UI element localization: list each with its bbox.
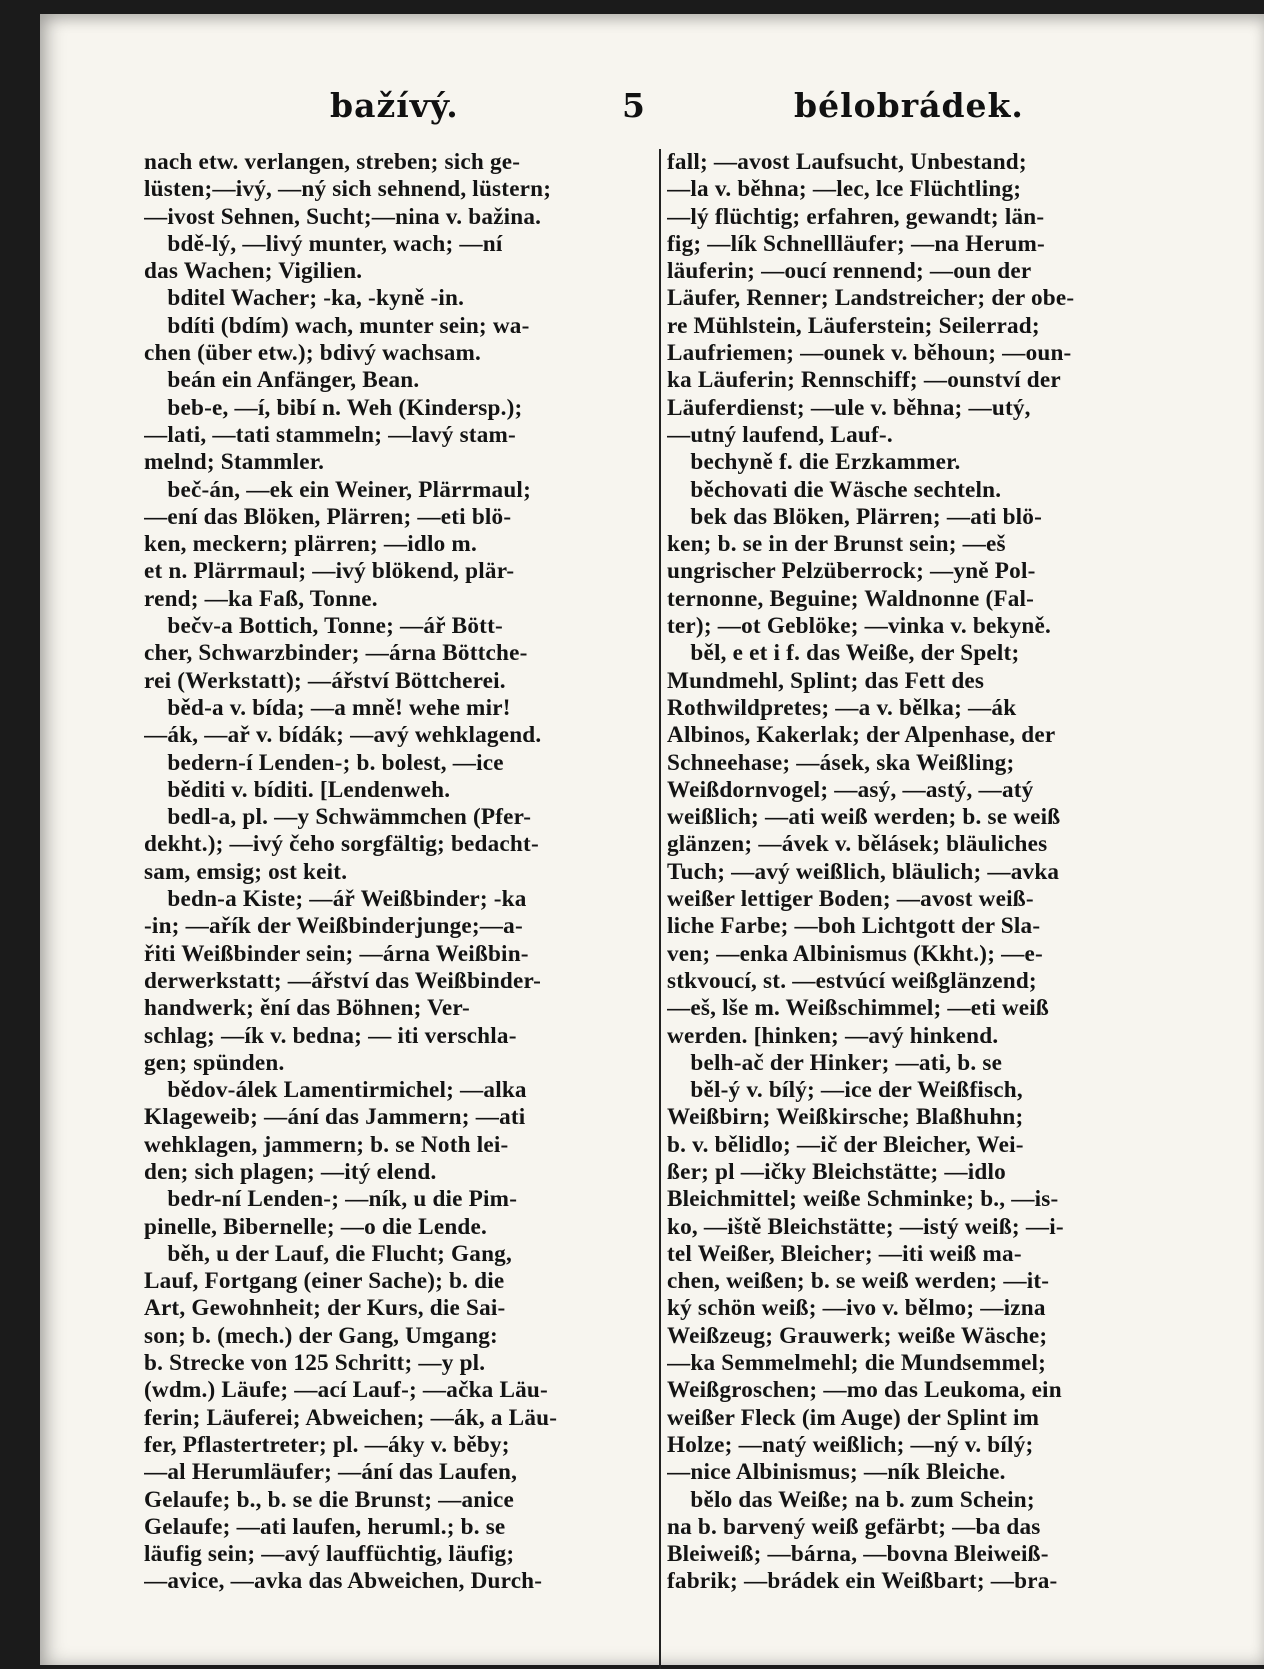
entry-line: Bleiweiß; —bárna, —bovna Bleiweiß- (667, 1541, 1049, 1568)
entry-line: re Mühlstein, Läuferstein; Seilerrad; (667, 312, 1040, 339)
entry-line: dekht.); —ivý čeho sorgfältig; bedacht- (144, 831, 539, 858)
entry-line: läuferin; —oucí rennend; —oun der (667, 258, 1032, 285)
entry-line: läufig sein; —avý lauffüchtig, läufig; (144, 1541, 515, 1568)
entry-line: weißlich; —ati weiß werden; b. se weiß (667, 804, 1061, 831)
entry-line: schlag; —ík v. bedna; — iti verschla- (144, 1022, 517, 1049)
entry-line: den; sich plagen; —itý elend. (144, 1158, 437, 1185)
entry-line: běditi v. bíditi. [Lendenweh. (144, 776, 451, 803)
entry-line: rei (Werkstatt); —ářství Böttcherei. (144, 667, 506, 694)
entry-line: stkvoucí, st. —estvúcí weißglänzend; (667, 967, 1037, 994)
entry-line: řiti Weißbinder sein; —árna Weißbin- (144, 940, 529, 967)
entry-line: fabrik; —brádek ein Weißbart; —bra- (667, 1568, 1058, 1595)
entry-line: bědov-álek Lamentirmichel; —alka (144, 1077, 527, 1104)
entry-line: bdě-lý, —livý munter, wach; —ní (144, 230, 503, 257)
entry-line: —utný laufend, Lauf-. (667, 421, 893, 448)
entry-line: handwerk; ění das Böhnen; Ver- (144, 995, 470, 1022)
right-running-headword: bélobrádek. (794, 86, 1024, 125)
entry-line: Laufriemen; —ounek v. běhoun; —oun- (667, 340, 1072, 367)
entry-line: Weißbirn; Weißkirsche; Blaßhuhn; (667, 1104, 1024, 1131)
entry-line: chen (über etw.); bdivý wachsam. (144, 340, 482, 367)
entry-line: ka Läuferin; Rennschiff; —ounství der (667, 367, 1061, 394)
entry-line: Läufer, Renner; Landstreicher; der obe- (667, 285, 1075, 312)
entry-line: bedn-a Kiste; —ář Weißbinder; -ka (144, 886, 527, 913)
entry-line: běl-ý v. bílý; —ice der Weißfisch, (667, 1077, 1023, 1104)
entry-line: —nice Albinismus; —ník Bleiche. (667, 1459, 1006, 1486)
entry-line: bedern-í Lenden-; b. bolest, —ice (144, 749, 504, 776)
entry-line: Weißgroschen; —mo das Leukoma, ein (667, 1377, 1062, 1404)
entry-line: Läuferdienst; —ule v. běhna; —utý, (667, 394, 1031, 421)
entry-line: Schneehase; —ásek, ska Weißling; (667, 749, 1015, 776)
entry-line: rend; —ka Faß, Tonne. (144, 585, 378, 612)
entry-line: fer, Pflastertreter; pl. —áky v. běby; (144, 1431, 510, 1458)
entry-line: weißer lettiger Boden; —avost weiß- (667, 886, 1034, 913)
entry-line: Mundmehl, Splint; das Fett des (667, 667, 985, 694)
entry-line: derwerkstatt; —ářství das Weißbinder- (144, 967, 542, 994)
entry-line: b. v. bělidlo; —ič der Bleicher, Wei- (667, 1131, 1024, 1158)
entry-line: —la v. běhna; —lec, lce Flüchtling; (667, 176, 1022, 203)
entry-line: bdíti (bdím) wach, munter sein; wa- (144, 312, 530, 339)
entry-line: gen; spünden. (144, 1049, 285, 1076)
entry-line: Rothwildpretes; —a v. bělka; —ák (667, 694, 1017, 721)
entry-line: pinelle, Bibernelle; —o die Lende. (144, 1213, 488, 1240)
entry-line: ven; —enka Albinismus (Kkht.); —e- (667, 940, 1043, 967)
entry-line: ter); —ot Geblöke; —vinka v. bekyně. (667, 613, 1051, 640)
entry-line: ko, —iště Bleichstätte; —istý weiß; —i- (667, 1213, 1064, 1240)
entry-line: Klageweib; —ání das Jammern; —ati (144, 1104, 526, 1131)
entry-line: beán ein Anfänger, Bean. (144, 367, 420, 394)
entry-line: son; b. (mech.) der Gang, Umgang: (144, 1322, 498, 1349)
entry-line: sam, emsig; ost keit. (144, 858, 348, 885)
entry-line: melnd; Stammler. (144, 449, 325, 476)
entry-line: Holze; —natý weißlich; —ný v. bílý; (667, 1431, 1034, 1458)
entry-line: werden. [hinken; —avý hinkend. (667, 1022, 999, 1049)
entry-line: běh, u der Lauf, die Flucht; Gang, (144, 1240, 512, 1267)
entry-line: —lati, —tati stammeln; —lavý stam- (144, 421, 516, 448)
entry-line: Weißdornvogel; —asý, —astý, —atý (667, 776, 1034, 803)
entry-line: tel Weißer, Bleicher; —iti weiß ma- (667, 1240, 1022, 1267)
entry-line: —lý flüchtig; erfahren, gewandt; län- (667, 203, 1045, 230)
entry-line: Lauf, Fortgang (einer Sache); b. die (144, 1268, 505, 1295)
page-header (40, 86, 1264, 136)
entry-line: fall; —avost Laufsucht, Unbestand; (667, 149, 1027, 175)
entry-line: -in; —ařík der Weißbinderjunge;—a- (144, 913, 523, 940)
entry-line: běchovati die Wäsche sechteln. (667, 476, 1002, 503)
entry-line: ken; b. se in der Brunst sein; —eš (667, 531, 1006, 558)
entry-line: —al Herumläufer; —ání das Laufen, (144, 1459, 518, 1486)
entry-line: bečv-a Bottich, Tonne; —ář Bött- (144, 613, 503, 640)
entry-line: —ka Semmelmehl; die Mundsemmel; (667, 1350, 1047, 1377)
entry-line: wehklagen, jammern; b. se Noth lei- (144, 1131, 509, 1158)
column-divider (659, 149, 661, 1669)
left-column (144, 149, 656, 1659)
entry-line: beb-e, —í, bibí n. Weh (Kindersp.); (144, 394, 523, 421)
right-column (667, 149, 1182, 1659)
entry-line: —eš, lše m. Weißschimmel; —eti weiß (667, 995, 1050, 1022)
entry-line: bedl-a, pl. —y Schwämmchen (Pfer- (144, 804, 532, 831)
left-running-headword: bažívý. (330, 86, 459, 125)
dictionary-page (40, 14, 1264, 1665)
entry-line: b. Strecke von 125 Schritt; —y pl. (144, 1350, 486, 1377)
entry-line: ungrischer Pelzüberrock; —yně Pol- (667, 558, 1036, 585)
entry-line: liche Farbe; —boh Lichtgott der Sla- (667, 913, 1041, 940)
entry-line: bedr-ní Lenden-; —ník, u die Pim- (144, 1186, 518, 1213)
entry-line: ternonne, Beguine; Waldnonne (Fal- (667, 585, 1035, 612)
entry-line: (wdm.) Läufe; —ací Lauf-; —ačka Läu- (144, 1377, 548, 1404)
entry-line: bek das Blöken, Plärren; —ati blö- (667, 503, 1043, 530)
entry-line: ßer; pl —ičky Bleichstätte; —idlo (667, 1158, 1006, 1185)
entry-line: —ák, —ař v. bídák; —avý wehklagend. (144, 722, 542, 749)
entry-line: beč-án, —ek ein Weiner, Plärrmaul; (144, 476, 531, 503)
entry-line: běd-a v. bída; —a mně! wehe mir! (144, 694, 511, 721)
entry-line: bělo das Weiße; na b. zum Schein; (667, 1486, 1035, 1513)
entry-line: cher, Schwarzbinder; —árna Böttche- (144, 640, 528, 667)
entry-line: belh-ač der Hinker; —ati, b. se (667, 1049, 1003, 1076)
entry-line: et n. Plärrmaul; —ivý blökend, plär- (144, 558, 515, 585)
entry-line: —ení das Blöken, Plärren; —eti blö- (144, 503, 512, 530)
entry-line: chen, weißen; b. se weiß werden; —it- (667, 1268, 1050, 1295)
entry-line: na b. barvený weiß gefärbt; —ba das (667, 1513, 1041, 1540)
entry-line: ferin; Läuferei; Abweichen; —ák, a Läu- (144, 1404, 558, 1431)
entry-line: Albinos, Kakerlak; der Alpenhase, der (667, 722, 1056, 749)
entry-line: Gelaufe; b., b. se die Brunst; —anice (144, 1486, 515, 1513)
entry-line: ký schön weiß; —ivo v. bělmo; —izna (667, 1295, 1046, 1322)
page-number: 5 (622, 86, 645, 125)
entry-line: Bleichmittel; weiße Schminke; b., —is- (667, 1186, 1059, 1213)
entry-line: Weißzeug; Grauwerk; weiße Wäsche; (667, 1322, 1048, 1349)
entry-line: fig; —lík Schnellläufer; —na Herum- (667, 230, 1045, 257)
entry-line: Gelaufe; —ati laufen, heruml.; b. se (144, 1513, 506, 1540)
entry-line: das Wachen; Vigilien. (144, 258, 363, 285)
entry-line: ken, meckern; plärren; —idlo m. (144, 531, 477, 558)
entry-line: —ivost Sehnen, Sucht;—nina v. bažina. (144, 203, 542, 230)
entry-line: lüsten;—ivý, —ný sich sehnend, lüstern; (144, 176, 552, 203)
entry-line: Art, Gewohnheit; der Kurs, die Sai- (144, 1295, 506, 1322)
entry-line: bditel Wacher; -ka, -kyně -in. (144, 285, 465, 312)
entry-line: nach etw. verlangen, streben; sich ge- (144, 149, 521, 175)
entry-line: glänzen; —ávek v. bělásek; bläuliches (667, 831, 1048, 858)
entry-line: běl, e et i f. das Weiße, der Spelt; (667, 640, 1020, 667)
entry-line: —avice, —avka das Abweichen, Durch- (144, 1568, 543, 1595)
entry-line: bechyně f. die Erzkammer. (667, 449, 961, 476)
entry-line: Tuch; —avý weißlich, bläulich; —avka (667, 858, 1060, 885)
entry-line: weißer Fleck (im Auge) der Splint im (667, 1404, 1040, 1431)
